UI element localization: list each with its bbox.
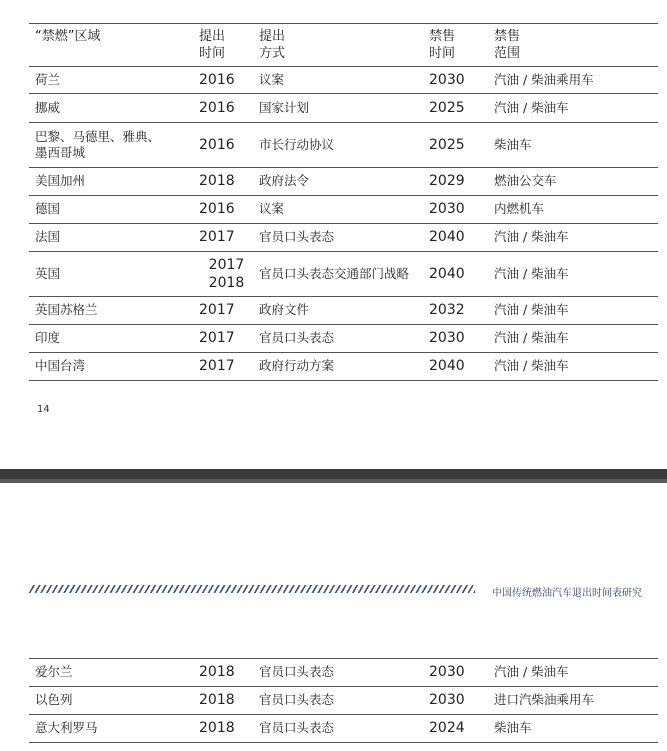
cell-region-line2: 墨西哥城 <box>35 145 86 160</box>
cell-ban-year: 2030 <box>429 664 465 681</box>
cell-region: 荷兰 <box>35 71 61 87</box>
cell-proposed-year: 2017 <box>199 358 235 375</box>
cell-ban-year: 2030 <box>429 692 465 709</box>
cell-scope: 燃油公交车 <box>494 173 557 189</box>
header-ban-scope-line1: 禁售 <box>494 29 521 44</box>
cell-method: 议案 <box>259 201 285 217</box>
table-row <box>29 252 658 297</box>
cell-ban-year: 2040 <box>429 358 465 375</box>
cell-scope: 柴油车 <box>494 720 532 736</box>
cell-proposed-year-line2: 2018 <box>208 275 245 291</box>
page-15 <box>0 483 667 751</box>
header-ban-scope <box>494 24 658 66</box>
cell-proposed-year: 2018 <box>199 664 235 681</box>
header-ban-time-line2: 时间 <box>429 45 456 61</box>
cell-region: 意大利罗马 <box>35 720 98 736</box>
table-row <box>29 168 658 196</box>
cell-region: 英国苏格兰 <box>35 302 98 318</box>
table-row <box>29 297 658 325</box>
cell-proposed-year-line1: 2017 <box>208 256 245 273</box>
cell-ban-year: 2032 <box>429 302 465 319</box>
header-ban-time <box>429 24 489 66</box>
cell-method: 政府文件 <box>259 302 310 318</box>
table-row <box>29 224 658 252</box>
cell-region: 美国加州 <box>35 173 86 189</box>
cell-ban-year: 2030 <box>429 330 465 347</box>
table-header-row <box>29 24 658 67</box>
cell-scope: 内燃机车 <box>494 201 545 217</box>
cell-scope: 汽油 / 柴油乘用车 <box>494 71 594 87</box>
header-ban-scope-line2: 范围 <box>494 45 521 61</box>
cell-region: 英国 <box>35 265 61 281</box>
cell-ban-year: 2030 <box>429 201 465 218</box>
table-row <box>29 123 658 168</box>
cell-region: 以色列 <box>35 692 73 708</box>
cell-method: 市长行动协议 <box>259 136 335 152</box>
cell-region: 挪威 <box>35 99 61 115</box>
cell-method: 官员口头表态交通部门战略 <box>259 265 410 281</box>
cell-proposed-year: 2017 <box>199 302 235 319</box>
header-proposed-method-line2: 方式 <box>259 45 286 61</box>
table-row <box>29 353 658 381</box>
hatch-rule <box>29 585 475 593</box>
cell-region: 爱尔兰 <box>35 664 73 680</box>
cell-scope: 汽油 / 柴油车 <box>494 330 569 346</box>
cell-method: 政府法令 <box>259 173 310 189</box>
cell-region: 德国 <box>35 201 61 217</box>
table-row <box>29 196 658 224</box>
cell-region-line1: 巴黎、马德里、雅典、 <box>35 128 161 144</box>
cell-proposed-year: 2016 <box>199 136 235 153</box>
cell-ban-year: 2029 <box>429 173 465 190</box>
cell-scope: 汽油 / 柴油车 <box>494 229 569 245</box>
table-row <box>29 325 658 353</box>
cell-region: 中国台湾 <box>35 358 86 374</box>
cell-method: 官员口头表态 <box>259 720 335 736</box>
ban-table <box>29 23 658 381</box>
cell-method: 官员口头表态 <box>259 330 335 346</box>
cell-ban-year: 2025 <box>429 99 465 116</box>
cell-method: 官员口头表态 <box>259 692 335 708</box>
cell-method: 政府行动方案 <box>259 358 335 374</box>
cell-ban-year: 2040 <box>429 265 465 282</box>
header-proposed-method-line1: 提出 <box>259 29 286 44</box>
cell-scope: 进口汽柴油乘用车 <box>494 692 595 708</box>
cell-proposed-year <box>199 252 254 296</box>
table-row <box>29 659 658 687</box>
cell-method: 官员口头表态 <box>259 229 335 245</box>
cell-proposed-year: 2017 <box>199 229 235 246</box>
page-number: 14 <box>37 404 50 415</box>
cell-ban-year: 2025 <box>429 136 465 153</box>
cell-scope: 汽油 / 柴油车 <box>494 664 569 680</box>
table-row <box>29 715 658 743</box>
ban-table-continued <box>29 658 658 743</box>
cell-proposed-year: 2016 <box>199 201 235 218</box>
header-proposed-time-line1: 提出 <box>199 29 226 44</box>
page-separator <box>0 469 667 483</box>
cell-scope: 汽油 / 柴油车 <box>494 358 569 374</box>
cell-scope: 汽油 / 柴油车 <box>494 265 569 281</box>
cell-method: 国家计划 <box>259 99 310 115</box>
cell-method: 议案 <box>259 71 285 87</box>
cell-scope: 汽油 / 柴油车 <box>494 99 569 115</box>
cell-proposed-year: 2017 <box>199 330 235 347</box>
header-proposed-time-line2: 时间 <box>199 45 226 61</box>
cell-proposed-year: 2016 <box>199 99 235 116</box>
cell-proposed-year: 2018 <box>199 720 235 737</box>
cell-region: 法国 <box>35 229 61 245</box>
header-ban-time-line1: 禁售 <box>429 29 456 44</box>
table-row <box>29 94 658 123</box>
running-title: 中国传统燃油汽车退出时间表研究 <box>492 588 642 599</box>
cell-proposed-year: 2016 <box>199 71 235 88</box>
cell-ban-year: 2024 <box>429 720 465 737</box>
table-row <box>29 67 658 94</box>
cell-scope: 汽油 / 柴油车 <box>494 302 569 318</box>
table-row <box>29 687 658 715</box>
cell-region <box>35 123 195 167</box>
header-proposed-method <box>259 24 427 66</box>
cell-region: 印度 <box>35 330 61 346</box>
header-region: “禁燃”区域 <box>35 29 101 44</box>
header-proposed-time <box>199 24 254 66</box>
cell-proposed-year: 2018 <box>199 692 235 709</box>
cell-ban-year: 2030 <box>429 71 465 88</box>
cell-method: 官员口头表态 <box>259 664 335 680</box>
cell-proposed-year: 2018 <box>199 173 235 190</box>
cell-scope: 柴油车 <box>494 136 532 152</box>
cell-ban-year: 2040 <box>429 229 465 246</box>
